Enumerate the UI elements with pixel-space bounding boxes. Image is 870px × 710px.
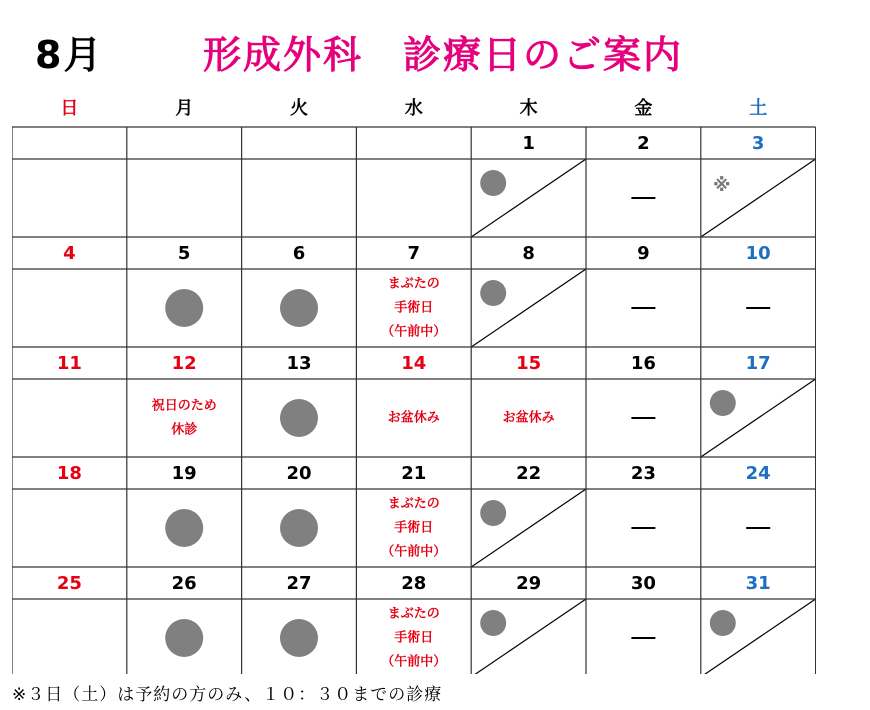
consultation-dot [165,509,203,547]
day-number: 21 [401,463,427,484]
day-number: 14 [401,353,427,374]
day-number: 24 [745,463,771,484]
cell-note: まぶたの [387,496,440,512]
day-number: 15 [516,353,542,374]
cell-note: 手術日 [394,630,434,646]
day-number: 9 [637,243,650,264]
weekday-header: 火 [290,98,308,119]
cell-note: 祝日のため [151,398,217,414]
month-label: 8月 [35,33,104,77]
cell-note: お盆休み [387,410,440,426]
consultation-dot [280,509,318,547]
cell-note: （午前中） [381,324,447,340]
morning-consultation-dot [480,280,506,306]
day-number: 1 [522,133,535,154]
cell-note: （午前中） [381,654,447,670]
day-number: 6 [292,243,306,264]
day-number: 26 [171,573,197,594]
consultation-dot [280,619,318,657]
diagonal-line [701,159,816,237]
diagonal-line [701,379,816,457]
consultation-dot [280,399,318,437]
day-number: 8 [522,243,535,264]
day-number: 3 [751,133,765,154]
weekday-header: 日 [60,98,79,119]
diagonal-line [471,599,586,674]
day-number: 12 [171,353,197,374]
cell-note: 休診 [171,422,198,438]
cell-note: （午前中） [381,544,447,560]
day-number: 10 [745,243,771,264]
day-number: 4 [63,243,76,264]
calendar-grid [12,90,816,674]
day-number: 20 [286,463,312,484]
weekday-header: 金 [634,98,653,119]
diagonal-line [471,159,586,237]
day-number: 31 [745,573,771,594]
day-number: 11 [56,353,82,374]
weekday-header: 木 [519,98,538,119]
consultation-dot [280,289,318,327]
day-number: 23 [630,463,656,484]
cell-note: 手術日 [394,300,434,316]
cell-note: まぶたの [387,276,440,292]
morning-consultation-dot [710,390,736,416]
day-number: 22 [516,463,542,484]
day-number: 29 [516,573,542,594]
day-number: 27 [286,573,312,594]
footnote: ※３日（土）は予約の方のみ、１０：３０までの診療 [12,685,443,705]
reservation-note-mark: ※ [713,175,731,196]
weekday-header: 月 [175,98,194,119]
day-number: 19 [171,463,197,484]
day-number: 28 [401,573,427,594]
diagonal-line [701,599,816,674]
day-number: 30 [630,573,656,594]
day-number: 2 [637,133,650,154]
day-number: 5 [177,243,191,264]
consultation-dot [165,289,203,327]
day-number: 25 [56,573,82,594]
weekday-header: 水 [404,98,423,119]
consultation-dot [165,619,203,657]
morning-consultation-dot [480,610,506,636]
diagonal-line [471,489,586,567]
cell-note: 手術日 [394,520,434,536]
diagonal-line [471,269,586,347]
morning-consultation-dot [480,170,506,196]
cell-note: まぶたの [387,606,440,622]
day-number: 18 [56,463,82,484]
day-number: 13 [286,353,312,374]
morning-consultation-dot [480,500,506,526]
day-number: 7 [407,243,421,264]
weekday-header: 土 [749,98,768,119]
cell-note: お盆休み [502,410,555,426]
page-title: 形成外科 診療日のご案内 [203,33,684,77]
day-number: 16 [630,353,656,374]
day-number: 17 [745,353,771,374]
morning-consultation-dot [710,610,736,636]
